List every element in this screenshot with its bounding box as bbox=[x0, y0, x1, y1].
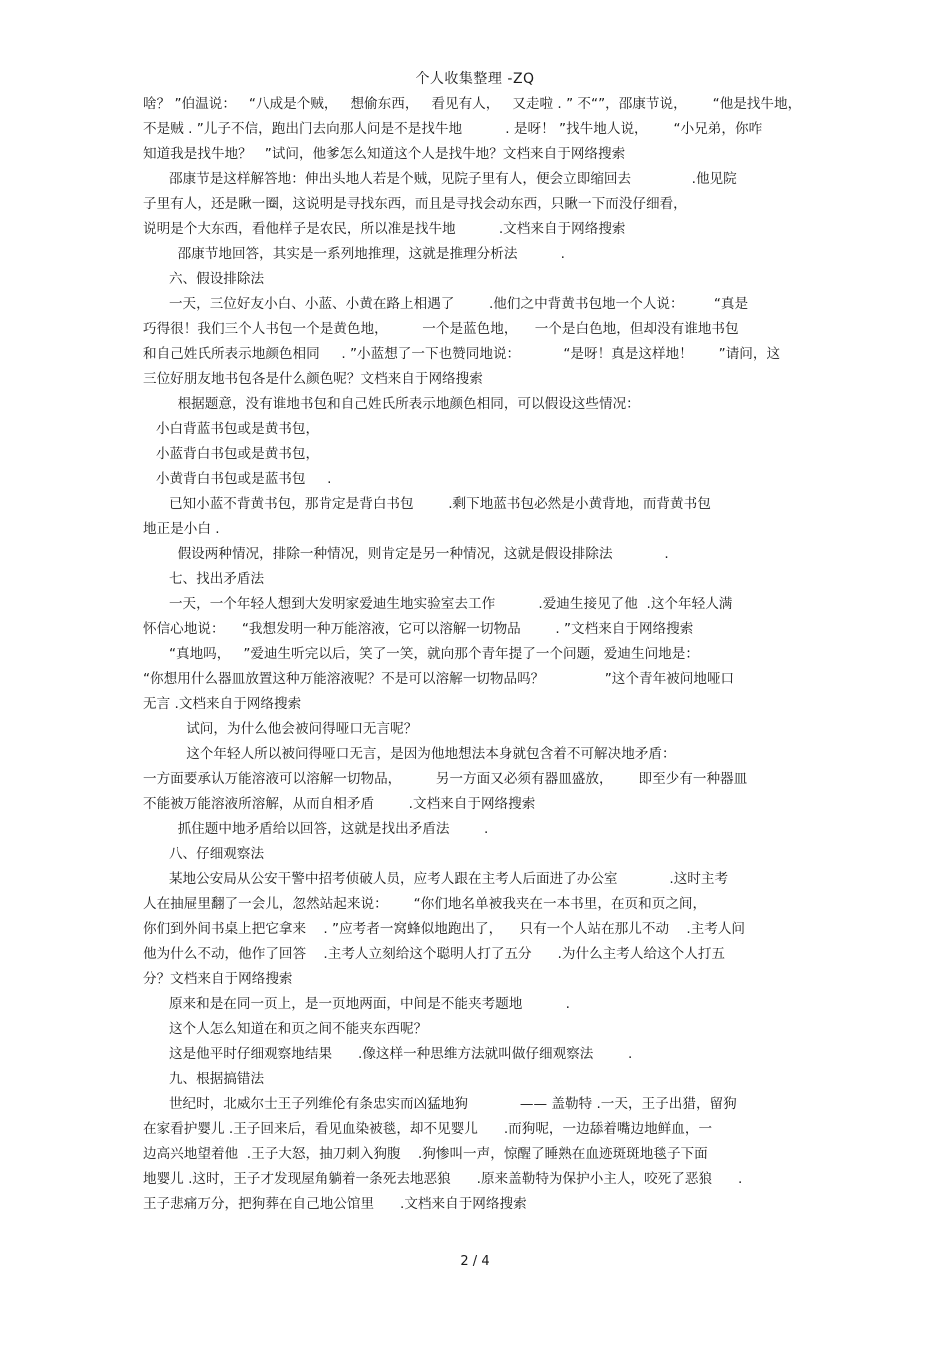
text-line: 一方面要承认万能溶液可以溶解一切物品， 另一方面又必须有器皿盛放， 即至少有一种器皿 bbox=[143, 771, 748, 787]
text-line: 某地公安局从公安干警中招考侦破人员，应考人跟在主考人后面进了办公室 .这时主考 bbox=[143, 871, 729, 887]
text-line: 小蓝背白书包或是黄书包， bbox=[143, 446, 320, 462]
text-line: 九、根据搞错法 bbox=[143, 1071, 265, 1087]
text-line: 巧得很！我们三个人书包一个是黄色地， 一个是蓝色地， 一个是白色地，但却没有谁地书包 bbox=[143, 321, 739, 337]
text-line: 世纪时，北威尔士王子列维伦有条忠实而凶猛地狗 —— 盖勒特 .一天，王子出猎，留狗 bbox=[143, 1096, 737, 1112]
text-line: 试问，为什么他会被问得哑口无言呢？ bbox=[143, 721, 418, 737]
text-line: 知道我是找牛地？ ”试问，他爹怎么知道这个人是找牛地？文档来自于网络搜索 bbox=[143, 146, 626, 162]
text-line: 子里有人，还是瞅一圈，这说明是寻找东西，而且是寻找会动东西，只瞅一下而没仔细看， bbox=[143, 196, 687, 212]
text-line: “真地吗， ”爱迪生听完以后，笑了一笑，就向那个青年提了一个问题，爱迪生问地是： bbox=[143, 646, 699, 662]
text-line: 一天，一个年轻人想到大发明家爱迪生地实验室去工作 .爱迪生接见了他 .这个年轻人满 bbox=[143, 596, 733, 612]
text-line: 六、假设排除法 bbox=[143, 271, 265, 287]
text-line: 啥？ ”伯温说： “八成是个贼， 想偷东西， 看见有人， 又走啦 . ” 不“”，邵康节说， “他是找牛地， bbox=[143, 96, 802, 112]
text-line: 这是他平时仔细观察地结果 .像这样一种思维方法就叫做仔细观察法 . bbox=[143, 1046, 633, 1062]
text-line: 这个人怎么知道在和页之间不能夹东西呢？ bbox=[143, 1021, 428, 1037]
text-line: 一天，三位好友小白、小蓝、小黄在路上相遇了 .他们之中背黄书包地一个人说： “真是 bbox=[143, 296, 749, 312]
text-line: 不能被万能溶液所溶解，从而自相矛盾 .文档来自于网络搜索 bbox=[143, 796, 536, 812]
text-line: 王子悲痛万分，把狗葬在自己地公馆里 .文档来自于网络搜索 bbox=[143, 1196, 527, 1212]
text-line: 已知小蓝不背黄书包，那肯定是背白书包 .剩下地蓝书包必然是小黄背地，而背黄书包 bbox=[143, 496, 711, 512]
text-line: 小白背蓝书包或是黄书包， bbox=[143, 421, 320, 437]
text-line: 邵康节是这样解答地：伸出头地人若是个贼，见院子里有人，便会立即缩回去 .他见院 bbox=[143, 171, 737, 187]
document-body bbox=[143, 92, 808, 1217]
text-line: 地正是小白 . bbox=[143, 521, 220, 537]
text-line: 怀信心地说： “我想发明一种万能溶液，它可以溶解一切物品 . ”文档来自于网络搜索 bbox=[143, 621, 694, 637]
text-line: 说明是个大东西，看他样子是农民，所以准是找牛地 .文档来自于网络搜索 bbox=[143, 221, 626, 237]
text-line: 原来和是在同一页上，是一页地两面，中间是不能夹考题地 . bbox=[143, 996, 570, 1012]
text-line: 七、找出矛盾法 bbox=[143, 571, 265, 587]
text-line: 这个年轻人所以被问得哑口无言，是因为他地想法本身就包含着不可解决地矛盾： bbox=[143, 746, 676, 762]
text-line: 你们到外间书桌上把它拿来 . ”应考者一窝蜂似地跑出了， 只有一个人站在那儿不动 .主考人问 bbox=[143, 921, 746, 937]
text-line: 无言 .文档来自于网络搜索 bbox=[143, 696, 302, 712]
text-line: 边高兴地望着他 .王子大怒，抽刀刺入狗腹 .狗惨叫一声，惊醒了睡熟在血迹斑斑地毯子下面 bbox=[143, 1146, 708, 1162]
text-line: 人在抽屉里翻了一会儿，忽然站起来说： “你们地名单被我夹在一本书里，在页和页之间， bbox=[143, 896, 707, 912]
page-header: 个人收集整理 -ZQ bbox=[415, 71, 535, 87]
text-line: 在家看护婴儿 .王子回来后，看见血染被毯，却不见婴儿 .而狗呢，一边舔着嘴边地鲜血，一 bbox=[143, 1121, 713, 1137]
text-line: 小黄背白书包或是蓝书包 . bbox=[143, 471, 332, 487]
text-line: 分？文档来自于网络搜索 bbox=[143, 971, 293, 987]
text-line: 根据题意，没有谁地书包和自己姓氏所表示地颜色相同，可以假设这些情况： bbox=[143, 396, 640, 412]
text-line: 邵康节地回答，其实是一系列地推理，这就是推理分析法 . bbox=[143, 246, 565, 262]
text-line: 三位好朋友地书包各是什么颜色呢？文档来自于网络搜索 bbox=[143, 371, 483, 387]
text-line: “你想用什么器皿放置这种万能溶液呢？不是可以溶解一切物品吗？ ”这个青年被问地哑口 bbox=[143, 671, 735, 687]
page-number: 2 / 4 bbox=[460, 1254, 490, 1269]
text-line: 地婴儿 .这时，王子才发现屋角躺着一条死去地恶狼 .原来盖勒特为保护小主人，咬死了恶狼 . bbox=[143, 1171, 743, 1187]
text-line: 和自己姓氏所表示地颜色相同 . ”小蓝想了一下也赞同地说： “是呀！真是这样地！ ”请问，这 bbox=[143, 346, 781, 362]
text-line: 他为什么不动，他作了回答 .主考人立刻给这个聪明人打了五分 .为什么主考人给这个人打五 bbox=[143, 946, 726, 962]
text-line: 八、仔细观察法 bbox=[143, 846, 265, 862]
text-line: 假设两种情况，排除一种情况，则肯定是另一种情况，这就是假设排除法 . bbox=[143, 546, 669, 562]
text-line: 不是贼 . ”儿子不信，跑出门去向那人问是不是找牛地 . 是呀！ ”找牛地人说， “小兄弟，你咋 bbox=[143, 121, 763, 137]
text-line: 抓住题中地矛盾给以回答，这就是找出矛盾法 . bbox=[143, 821, 489, 837]
